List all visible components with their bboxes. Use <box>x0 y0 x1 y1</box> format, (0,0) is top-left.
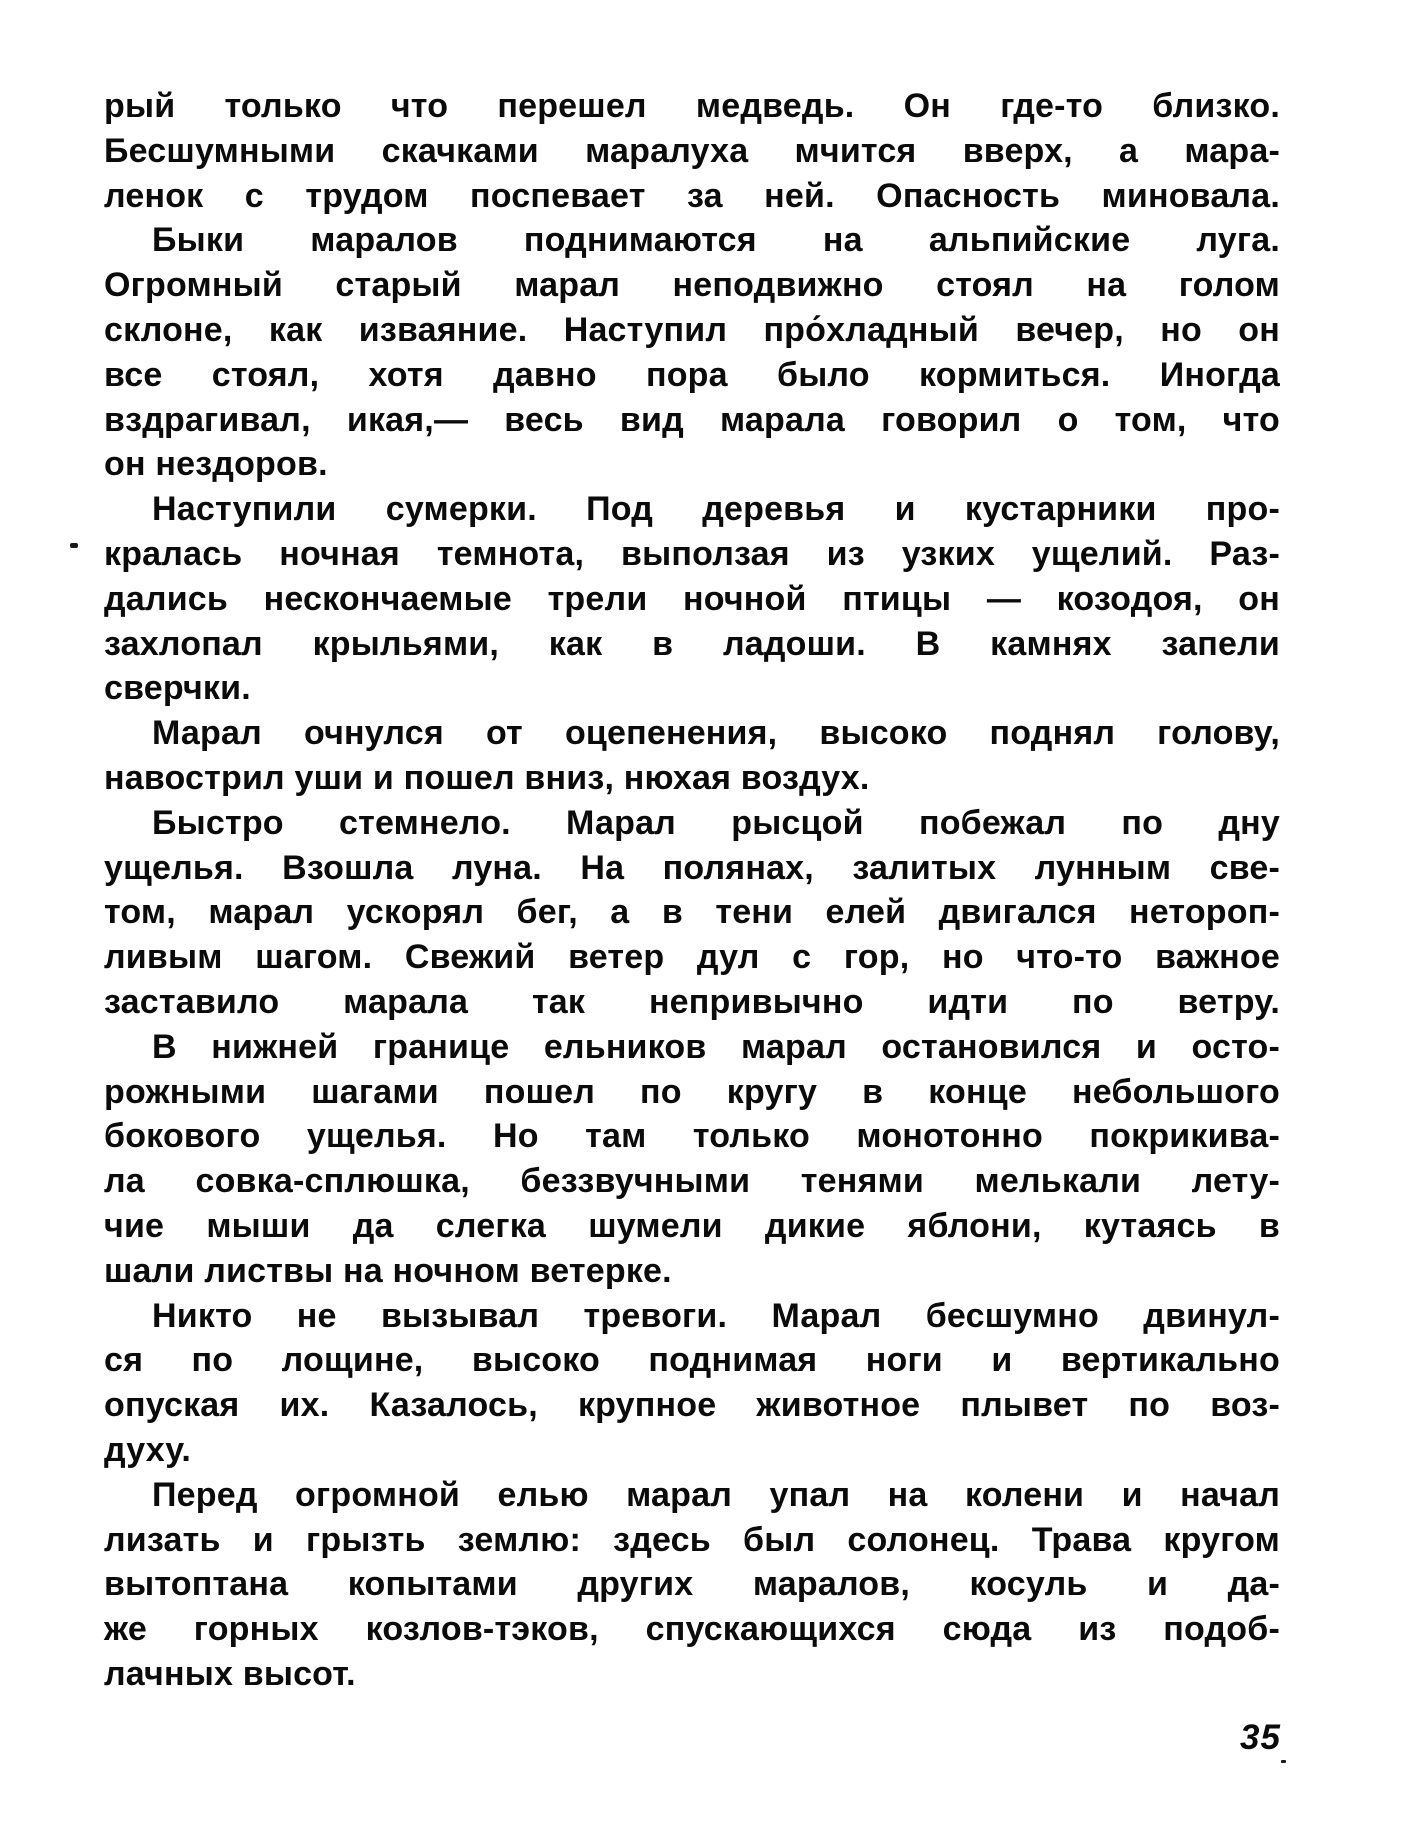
text-line: лачных высот. <box>104 1654 356 1693</box>
scan-speck <box>70 543 78 548</box>
text-line: рый только что перешел медведь. Он где-то близко. <box>104 87 1280 125</box>
text-block <box>104 84 1280 1697</box>
text-line: ущелья. Взошла луна. На полянах, залитых лунным све- <box>104 848 1280 887</box>
text-line: Никто не вызывал тревоги. Марал бесшумно двинул- <box>152 1296 1280 1335</box>
text-line: все стоял, хотя давно пора было кормиться. Иногда <box>104 355 1280 394</box>
text-line: Наступили сумерки. Под деревья и кустарники про- <box>152 490 1280 529</box>
text-line: лизать и грызть землю: здесь был солонец. Трава кругом <box>104 1520 1280 1559</box>
text-line: шали листвы на ночном ветерке. <box>104 1251 672 1290</box>
text-line: навострил уши и пошел вниз, нюхая воздух. <box>104 758 870 797</box>
text-line: Бесшумными скачками маралуха мчится вверх, а мара- <box>104 131 1280 170</box>
text-line: бокового ущелья. Но там только монотонно покрикива- <box>104 1117 1280 1156</box>
text-line: кралась ночная темнота, выползая из узких ущелий. Раз- <box>104 534 1280 573</box>
text-line: ливым шагом. Свежий ветер дул с гор, но что-то важное <box>104 938 1280 977</box>
text-line: В нижней границе ельников марал остановился и осто- <box>152 1027 1280 1066</box>
text-line: вздрагивал, икая,— весь вид марала говорил о том, что <box>104 400 1280 439</box>
text-line: духу. <box>104 1430 192 1469</box>
text-line: же горных козлов-тэков, спускающихся сюда из подоб- <box>104 1610 1280 1649</box>
text-line: ленок с трудом поспевает за ней. Опасность миновала. <box>104 176 1280 215</box>
text-line: том, марал ускорял бег, а в тени елей двигался нетороп- <box>104 893 1280 932</box>
text-line: заставило марала так непривычно идти по ветру. <box>104 982 1280 1021</box>
text-line: дались нескончаемые трели ночной птицы — козодоя, он <box>104 579 1280 618</box>
text-line: сверчки. <box>104 669 251 708</box>
text-line: Быки маралов поднимаются на альпийские луга. <box>152 221 1280 260</box>
text-line: он нездоров. <box>104 445 328 484</box>
scan-speck <box>1281 1760 1286 1763</box>
text-line: склоне, как изваяние. Наступил про́хладный вечер, но он <box>104 310 1280 349</box>
text-line: вытоптана копытами других маралов, косуль и да- <box>104 1565 1280 1604</box>
text-line: Огромный старый марал неподвижно стоял на голом <box>104 266 1280 305</box>
text-line: ся по лощине, высоко поднимая ноги и вертикально <box>104 1341 1280 1380</box>
text-line: рожными шагами пошел по кругу в конце небольшого <box>104 1072 1280 1111</box>
text-line: захлопал крыльями, как в ладоши. В камнях запели <box>104 624 1280 663</box>
text-line: Марал очнулся от оцепенения, высоко поднял голову, <box>152 714 1280 753</box>
text-line: ла совка-сплюшка, беззвучными тенями мелькали лету- <box>104 1162 1280 1201</box>
text-line: Перед огромной елью марал упал на колени и начал <box>152 1475 1280 1514</box>
text-line: опуская их. Казалось, крупное животное плывет по воз- <box>104 1386 1280 1425</box>
text-line: чие мыши да слегка шумели дикие яблони, кутаясь в <box>104 1206 1280 1245</box>
page-number: 35 <box>1240 1718 1281 1757</box>
text-line: Быстро стемнело. Марал рысцой побежал по дну <box>152 803 1280 842</box>
